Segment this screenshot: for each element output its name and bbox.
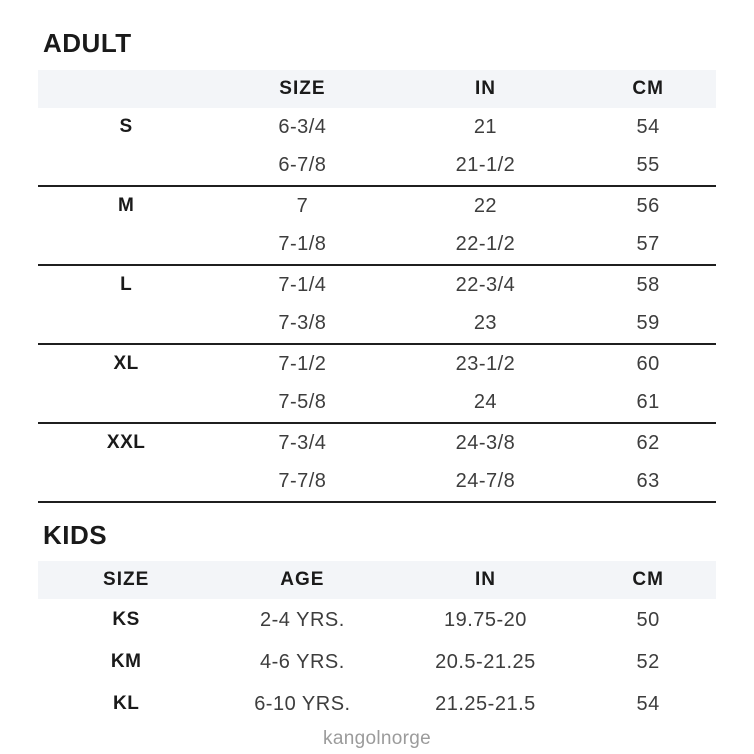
adult-section-title: ADULT	[43, 28, 132, 58]
table-row	[38, 384, 716, 423]
adult-size-group-s	[38, 108, 716, 187]
hat-size-value: 7-1/8	[278, 233, 327, 256]
kids-header-size: SIZE	[103, 569, 150, 590]
cm-value: 54	[636, 115, 660, 138]
table-row	[38, 108, 716, 147]
cm-value: 58	[636, 273, 660, 296]
inches-value: 21	[473, 115, 498, 138]
hat-size-value: 7-5/8	[278, 391, 327, 414]
size-label: KL	[112, 693, 140, 714]
size-label: KS	[112, 609, 140, 630]
size-label: KM	[110, 651, 142, 672]
kids-header-in: IN	[474, 569, 496, 590]
age-value: 2-4 YRS.	[260, 608, 345, 631]
table-row	[38, 599, 716, 641]
inches-value: 20.5-21.25	[435, 650, 536, 673]
cm-value: 54	[636, 692, 660, 715]
table-row	[38, 345, 716, 384]
inches-value: 22	[473, 194, 498, 217]
table-row	[38, 424, 716, 463]
cm-value: 55	[636, 154, 660, 177]
table-row	[38, 641, 716, 683]
hat-size-value: 7-3/8	[278, 312, 327, 335]
adult-size-group-xxl	[38, 424, 716, 503]
cm-value: 50	[636, 608, 660, 631]
kids-section-title: KIDS	[43, 520, 108, 550]
inches-value: 23-1/2	[455, 352, 516, 375]
kids-size-table	[38, 561, 716, 725]
kids-table-header-row	[38, 561, 716, 599]
table-row	[38, 187, 716, 226]
adult-size-table	[38, 70, 716, 503]
cm-value: 63	[636, 470, 660, 493]
adult-size-group-xl	[38, 345, 716, 424]
size-label: XL	[113, 353, 139, 375]
cm-value: 52	[636, 650, 660, 673]
adult-size-group-m	[38, 187, 716, 266]
inches-value: 22-3/4	[455, 273, 516, 296]
hat-size-value: 7	[296, 194, 309, 217]
cm-value: 59	[636, 312, 660, 335]
cm-value: 57	[636, 233, 660, 256]
table-row	[38, 147, 716, 186]
table-row	[38, 305, 716, 344]
adult-table-header-row	[38, 70, 716, 108]
hat-size-value: 7-1/4	[278, 273, 327, 296]
age-value: 4-6 YRS.	[260, 650, 345, 673]
size-label: M	[117, 195, 135, 217]
brand-footer-text: kangolnorge	[323, 728, 431, 749]
inches-value: 21-1/2	[455, 154, 516, 177]
size-label: XXL	[106, 432, 146, 454]
cm-value: 61	[636, 391, 660, 414]
hat-size-value: 7-1/2	[278, 352, 327, 375]
size-label: S	[119, 116, 133, 138]
adult-size-group-l	[38, 266, 716, 345]
adult-header-in: IN	[474, 78, 496, 99]
cm-value: 62	[636, 431, 660, 454]
hat-size-value: 7-7/8	[278, 470, 327, 493]
table-row	[38, 683, 716, 725]
inches-value: 22-1/2	[455, 233, 516, 256]
adult-header-size: SIZE	[279, 78, 326, 99]
table-row	[38, 463, 716, 502]
inches-value: 23	[473, 312, 498, 335]
inches-value: 24-3/8	[455, 431, 516, 454]
cm-value: 56	[636, 194, 660, 217]
cm-value: 60	[636, 352, 660, 375]
age-value: 6-10 YRS.	[254, 692, 351, 715]
kids-header-cm: CM	[632, 569, 664, 590]
table-row	[38, 226, 716, 265]
inches-value: 21.25-21.5	[435, 692, 536, 715]
hat-size-value: 6-3/4	[278, 115, 327, 138]
kids-header-age: AGE	[280, 569, 325, 590]
hat-size-value: 7-3/4	[278, 431, 327, 454]
size-label: L	[120, 274, 133, 296]
inches-value: 24	[473, 391, 498, 414]
table-row	[38, 266, 716, 305]
adult-header-cm: CM	[632, 78, 664, 99]
hat-size-value: 6-7/8	[278, 154, 327, 177]
inches-value: 24-7/8	[455, 470, 516, 493]
inches-value: 19.75-20	[443, 608, 527, 631]
